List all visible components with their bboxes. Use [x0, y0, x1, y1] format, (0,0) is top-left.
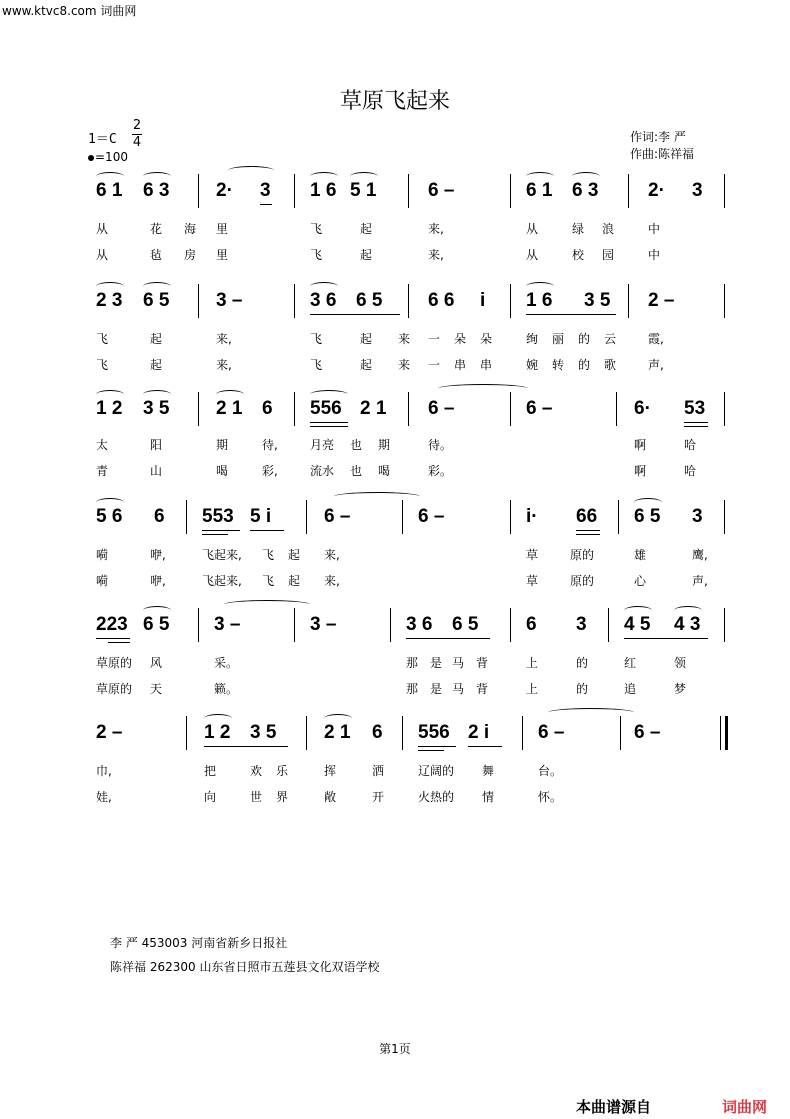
- slur: [526, 172, 554, 181]
- underline: [418, 746, 456, 747]
- note: i·: [526, 506, 538, 527]
- underline: [202, 534, 228, 535]
- lyric: 声,: [648, 358, 664, 372]
- note: 3 6: [406, 614, 433, 635]
- lyric: 原的: [570, 548, 595, 562]
- lyric: 嗬: [96, 548, 109, 562]
- note: 6 –: [538, 722, 565, 743]
- barline: [628, 284, 629, 318]
- underline: [108, 642, 130, 643]
- note: 3: [260, 180, 271, 201]
- barline: [724, 500, 725, 534]
- source-site-link[interactable]: 词曲网: [722, 1098, 768, 1116]
- note: 3 5: [584, 290, 611, 311]
- lyric: 朵: [454, 332, 467, 346]
- footer-address-2: 陈祥福 262300 山东省日照市五莲县文化双语学校: [110, 960, 380, 974]
- lyric: 来,: [324, 574, 340, 588]
- note: 6 3: [143, 180, 170, 201]
- notes-row: [88, 722, 728, 748]
- lyric: 一: [428, 358, 441, 372]
- lyric: 来: [398, 332, 411, 346]
- song-title: 草原飞起来: [339, 89, 450, 114]
- lyric: 飞起来,: [202, 574, 242, 588]
- slur: [143, 172, 171, 181]
- lyric: 飞起来,: [202, 548, 242, 562]
- barline: [408, 284, 409, 318]
- lyric: 里: [216, 248, 229, 262]
- slur: [96, 498, 124, 507]
- lyric: 起: [360, 358, 373, 372]
- lyric: 起: [288, 548, 301, 562]
- lyric: 园: [602, 248, 615, 262]
- lyric: 山: [150, 464, 163, 478]
- notes-row: [88, 180, 728, 206]
- source-label: 本曲谱源自: [576, 1098, 652, 1116]
- lyric: 待。: [428, 438, 453, 452]
- note: 223: [96, 614, 128, 635]
- lyric: 海: [184, 222, 197, 236]
- lyric: 巾,: [96, 764, 112, 778]
- lyric: 婉: [526, 358, 539, 372]
- lyric: 期: [378, 438, 391, 452]
- note: 2 1: [360, 398, 387, 419]
- note: 1 6: [310, 180, 337, 201]
- underline: [684, 422, 708, 423]
- note: 6 1: [526, 180, 553, 201]
- note: 3 –: [310, 614, 337, 635]
- lyric: 云: [604, 332, 617, 346]
- note: 6 –: [428, 398, 455, 419]
- lyric: 起: [360, 222, 373, 236]
- note: 6 –: [428, 180, 455, 201]
- underline: [684, 426, 708, 427]
- note: 66: [576, 506, 598, 527]
- time-bottom: 4: [132, 135, 142, 150]
- barline: [198, 174, 199, 208]
- lyric: 来,: [216, 358, 232, 372]
- lyric: 火热的: [418, 790, 455, 804]
- footer-address-1: 李 严 453003 河南省新乡日报社: [110, 936, 288, 950]
- lyric: 欢: [250, 764, 263, 778]
- watermark: www.ktvc8.com 词曲网: [2, 4, 137, 18]
- note: 5 1: [350, 180, 377, 201]
- note: 556: [418, 722, 450, 743]
- lyric: 房: [184, 248, 197, 262]
- underline: [204, 746, 288, 747]
- barline: [408, 174, 409, 208]
- page-number: 第1页: [379, 1042, 411, 1056]
- note: 3 6: [310, 290, 337, 311]
- note: 1 2: [204, 722, 231, 743]
- lyric: 开: [372, 790, 385, 804]
- barline: [724, 392, 725, 426]
- lyric: 辽阔的: [418, 764, 455, 778]
- slur: [624, 606, 652, 615]
- note: 3: [576, 614, 587, 635]
- slur: [310, 172, 338, 181]
- barline: [522, 716, 523, 750]
- composer: 作曲:陈祥福: [630, 147, 695, 161]
- final-barline-thin: [720, 716, 721, 750]
- note: 2 1: [324, 722, 351, 743]
- barline: [402, 500, 403, 534]
- underline: [418, 750, 444, 751]
- lyric: 来,: [324, 548, 340, 562]
- barline: [510, 500, 511, 534]
- lyric: 绚: [526, 332, 539, 346]
- lyric: 雄: [634, 548, 647, 562]
- lyric: 乐: [276, 764, 289, 778]
- lyric: 起: [150, 358, 163, 372]
- lyric: 背: [476, 656, 489, 670]
- lyric: 起: [360, 248, 373, 262]
- barline: [198, 284, 199, 318]
- note: 4 5: [624, 614, 651, 635]
- key-signature: 1＝C: [88, 132, 117, 147]
- slur: [324, 714, 352, 723]
- underline: [260, 204, 272, 205]
- lyric: 的: [576, 656, 589, 670]
- lyric: 那: [406, 656, 419, 670]
- note: 5 6: [96, 506, 123, 527]
- lyric: 咿,: [150, 574, 166, 588]
- lyric: 采。: [214, 656, 239, 670]
- lyric: 霞,: [648, 332, 664, 346]
- note: 3: [692, 180, 703, 201]
- note: 2 –: [96, 722, 123, 743]
- lyric: 飞: [96, 358, 109, 372]
- tempo-marking: [88, 150, 128, 164]
- lyric: 月亮: [310, 438, 335, 452]
- lyric: 上: [526, 656, 539, 670]
- lyric: 流水: [310, 464, 335, 478]
- lyric: 娃,: [96, 790, 112, 804]
- lyric: 怀。: [538, 790, 563, 804]
- lyric: 来,: [428, 222, 444, 236]
- lyric: 飞: [262, 548, 275, 562]
- lyric: 追: [624, 682, 637, 696]
- slur: [526, 282, 554, 291]
- lyric: 飞: [310, 332, 323, 346]
- underline: [250, 530, 284, 531]
- underline: [310, 422, 348, 423]
- barline: [724, 608, 725, 642]
- lyric: 太: [96, 438, 109, 452]
- underline: [310, 426, 348, 427]
- note: 6·: [634, 398, 651, 419]
- lyric: 情: [482, 790, 495, 804]
- underline: [576, 534, 600, 535]
- lyric: 丽: [552, 332, 565, 346]
- note: 2 i: [468, 722, 490, 743]
- barline: [510, 392, 511, 426]
- lyric: 上: [526, 682, 539, 696]
- slur: [96, 282, 124, 291]
- underline: [468, 746, 502, 747]
- note: 6: [372, 722, 383, 743]
- slur: [310, 390, 348, 399]
- time-signature: [132, 118, 142, 151]
- lyric: 那: [406, 682, 419, 696]
- lyric: 马: [452, 656, 465, 670]
- lyric: 来,: [428, 248, 444, 262]
- underline: [526, 314, 616, 315]
- slur: [143, 282, 171, 291]
- tie: [438, 384, 528, 393]
- lyric: 的: [578, 332, 591, 346]
- lyric: 期: [216, 438, 229, 452]
- lyric: 是: [430, 682, 443, 696]
- barline: [618, 500, 619, 534]
- lyric: 起: [360, 332, 373, 346]
- lyric: 草: [526, 574, 539, 588]
- tempo-value: =100: [95, 150, 128, 164]
- barline: [390, 608, 391, 642]
- note: 2 1: [216, 398, 243, 419]
- slur: [96, 390, 124, 399]
- lyric: 串: [480, 358, 493, 372]
- note: 6 3: [572, 180, 599, 201]
- barline: [616, 392, 617, 426]
- slur: [572, 172, 600, 181]
- barline: [294, 284, 295, 318]
- lyric: 中: [648, 248, 661, 262]
- lyric: 的: [576, 682, 589, 696]
- final-barline-thick: [725, 716, 728, 750]
- barline: [510, 174, 511, 208]
- lyric: 起: [288, 574, 301, 588]
- lyric: 喝: [216, 464, 229, 478]
- lyric: 转: [552, 358, 565, 372]
- slur: [96, 172, 124, 181]
- slur: [143, 606, 171, 615]
- lyric: 起: [150, 332, 163, 346]
- barline: [186, 716, 187, 750]
- note: 6 5: [143, 290, 170, 311]
- note: 553: [202, 506, 234, 527]
- lyric: 飞: [310, 248, 323, 262]
- barline: [724, 174, 725, 208]
- lyric: 嗬: [96, 574, 109, 588]
- barline: [408, 392, 409, 426]
- lyric: 飞: [96, 332, 109, 346]
- underline: [576, 530, 600, 531]
- barline: [186, 500, 187, 534]
- lyric: 鹰,: [692, 548, 708, 562]
- lyric: 草原的: [96, 682, 133, 696]
- slur: [634, 498, 662, 507]
- lyric: 是: [430, 656, 443, 670]
- note: 6 –: [324, 506, 351, 527]
- lyric: 彩,: [262, 464, 278, 478]
- notes-row: [88, 614, 728, 640]
- lyric: 从: [526, 222, 539, 236]
- barline: [306, 716, 307, 750]
- lyric: 飞: [310, 358, 323, 372]
- note: 3 –: [216, 290, 243, 311]
- lyric: 天: [150, 682, 163, 696]
- lyric: 哈: [684, 438, 697, 452]
- lyric: 飞: [310, 222, 323, 236]
- lyric: 花: [150, 222, 163, 236]
- lyric: 向: [204, 790, 217, 804]
- lyric: 咿,: [150, 548, 166, 562]
- barline: [198, 392, 199, 426]
- tie: [228, 166, 274, 175]
- lyric: 洒: [372, 764, 385, 778]
- lyric: 来: [398, 358, 411, 372]
- note: 6 1: [96, 180, 123, 201]
- note: 6 –: [526, 398, 553, 419]
- lyric: 青: [96, 464, 109, 478]
- slur: [350, 172, 378, 181]
- barline: [724, 284, 725, 318]
- lyric: 也: [350, 438, 363, 452]
- lyric: 背: [476, 682, 489, 696]
- lyric: 啊: [634, 438, 647, 452]
- note: 6: [526, 614, 537, 635]
- lyric: 从: [96, 222, 109, 236]
- lyric: 原的: [570, 574, 595, 588]
- note: 3 5: [250, 722, 277, 743]
- lyric: 风: [150, 656, 163, 670]
- note: 6 5: [452, 614, 479, 635]
- slur: [204, 714, 232, 723]
- lyric: 心: [634, 574, 647, 588]
- note: 6 5: [356, 290, 383, 311]
- notes-row: [88, 398, 728, 424]
- note: i: [480, 290, 486, 311]
- lyric: 草: [526, 548, 539, 562]
- note: 3 5: [143, 398, 170, 419]
- lyric: 草原的: [96, 656, 133, 670]
- lyric: 声,: [692, 574, 708, 588]
- slur: [216, 390, 244, 399]
- lyric: 马: [452, 682, 465, 696]
- underline: [310, 314, 400, 315]
- note: 2 –: [648, 290, 675, 311]
- note: 6 5: [634, 506, 661, 527]
- note: 3: [692, 506, 703, 527]
- barline: [402, 716, 403, 750]
- lyric: 挥: [324, 764, 337, 778]
- lyric: 哈: [684, 464, 697, 478]
- note: 6 –: [418, 506, 445, 527]
- lyric: 敞: [324, 790, 337, 804]
- lyric: 绿: [572, 222, 585, 236]
- lyric: 串: [454, 358, 467, 372]
- note: 53: [684, 398, 706, 419]
- lyric: 校: [572, 248, 585, 262]
- lyric: 台。: [538, 764, 563, 778]
- lyric: 把: [204, 764, 217, 778]
- barline: [198, 608, 199, 642]
- tie: [224, 600, 310, 609]
- barline: [294, 392, 295, 426]
- barline: [608, 608, 609, 642]
- lyric: 梦: [674, 682, 687, 696]
- lyric: 从: [96, 248, 109, 262]
- lyricist: 作词:李 严: [630, 130, 686, 144]
- lyric: 喝: [378, 464, 391, 478]
- underline: [624, 638, 708, 639]
- slur: [674, 606, 702, 615]
- notes-row: [88, 290, 728, 316]
- note: 2 3: [96, 290, 123, 311]
- lyric: 待,: [262, 438, 278, 452]
- note: 4 3: [674, 614, 701, 635]
- barline: [620, 716, 621, 750]
- barline: [306, 500, 307, 534]
- lyric: 界: [276, 790, 289, 804]
- underline: [96, 638, 130, 639]
- barline: [510, 608, 511, 642]
- note: 1 2: [96, 398, 123, 419]
- lyric: 也: [350, 464, 363, 478]
- note: 2·: [216, 180, 233, 201]
- lyric: 红: [624, 656, 637, 670]
- lyric: 里: [216, 222, 229, 236]
- note: 5 i: [250, 506, 272, 527]
- note: 2·: [648, 180, 665, 201]
- lyric: 从: [526, 248, 539, 262]
- slur: [143, 390, 171, 399]
- lyric: 啊: [634, 464, 647, 478]
- lyric: 朵: [480, 332, 493, 346]
- lyric: 舞: [482, 764, 495, 778]
- lyric: 领: [674, 656, 687, 670]
- note: 3 –: [214, 614, 241, 635]
- note: 6: [154, 506, 165, 527]
- notes-row: [88, 506, 728, 532]
- lyric: 彩。: [428, 464, 453, 478]
- lyric: 飞: [262, 574, 275, 588]
- note: 6 6: [428, 290, 455, 311]
- slur: [310, 282, 338, 291]
- barline: [628, 174, 629, 208]
- lyric: 阳: [150, 438, 163, 452]
- tie: [548, 708, 634, 717]
- barline: [294, 174, 295, 208]
- lyric: 中: [648, 222, 661, 236]
- underline: [202, 530, 240, 531]
- tie: [334, 492, 420, 501]
- lyric: 歌: [604, 358, 617, 372]
- lyric: 浪: [602, 222, 615, 236]
- lyric: 毡: [150, 248, 163, 262]
- lyric: 籁。: [214, 682, 239, 696]
- note: 6: [262, 398, 273, 419]
- lyric: 世: [250, 790, 263, 804]
- lyric: 的: [578, 358, 591, 372]
- note: 1 6: [526, 290, 553, 311]
- lyric: 一: [428, 332, 441, 346]
- note: 6 5: [143, 614, 170, 635]
- note: 556: [310, 398, 342, 419]
- barline: [294, 608, 295, 642]
- note: 6 –: [634, 722, 661, 743]
- underline: [406, 638, 490, 639]
- lyric: 来,: [216, 332, 232, 346]
- quarter-note-icon: [88, 155, 94, 161]
- time-top: 2: [132, 118, 142, 133]
- barline: [510, 284, 511, 318]
